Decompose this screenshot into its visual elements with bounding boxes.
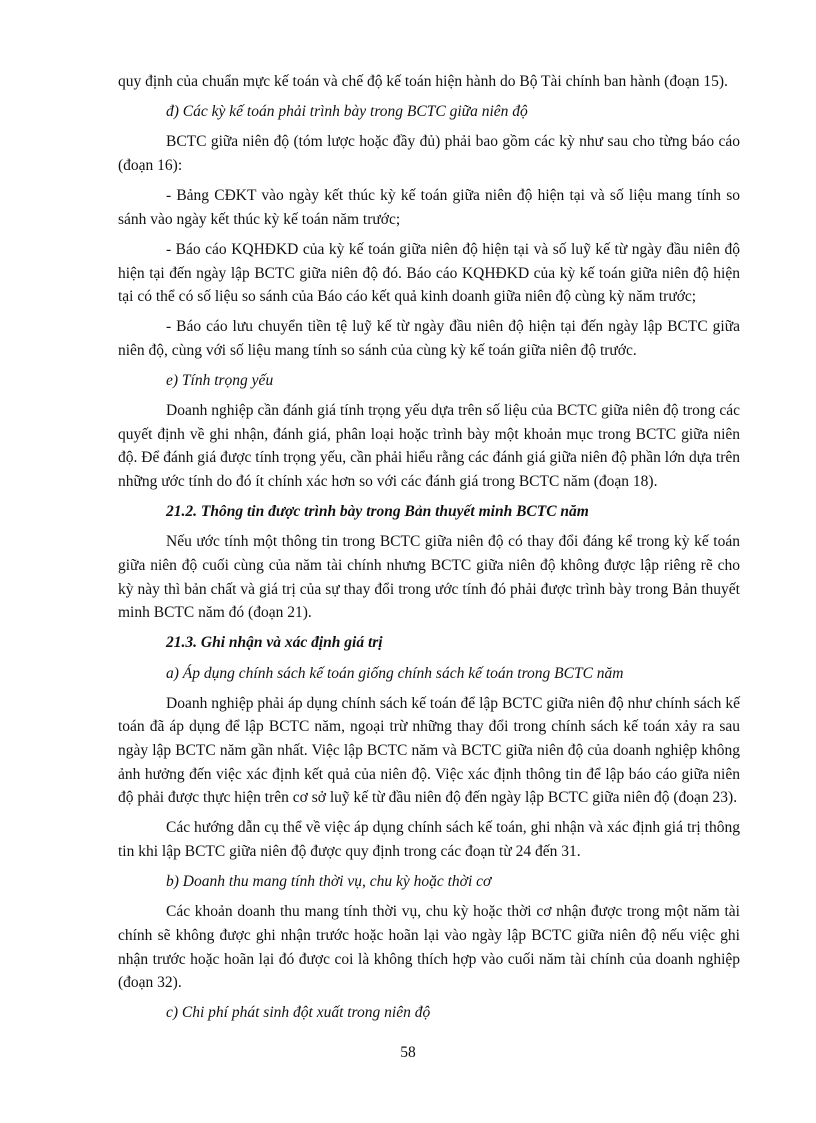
- section-heading-21-2: 21.2. Thông tin được trình bày trong Bản thuyết minh BCTC năm: [166, 503, 589, 521]
- list-item: - Bảng CĐKT vào ngày kết thúc kỳ kế toán giữa niên độ hiện tại và số liệu mang tính so sánh vào ngày kết thúc kỳ kế toán năm trước;: [118, 187, 740, 228]
- section-heading-e: e) Tính trọng yếu: [166, 372, 274, 390]
- paragraph: Doanh nghiệp phải áp dụng chính sách kế toán để lập BCTC giữa niên độ như chính sách kế toán đã áp dụng để lập BCTC năm, ngoại trừ những thay đổi trong chính sách kế toán xảy ra sau ngày lập BCTC năm gần nhất. Việc lập BCTC năm và BCTC giữa niên độ của doanh nghiệp không ảnh hưởng đến việc xác định kết quả của niên độ. Việc xác định thông tin để lập báo cáo giữa niên độ phải được thực hiện trên cơ sở luỹ kế từ đầu niên độ đến ngày lập BCTC giữa niên độ (đoạn 23).: [118, 694, 740, 807]
- paragraph: BCTC giữa niên độ (tóm lược hoặc đầy đủ) phải bao gồm các kỳ như sau cho từng báo cáo (đoạn 16):: [118, 133, 740, 174]
- section-heading-b: b) Doanh thu mang tính thời vụ, chu kỳ hoặc thời cơ: [166, 873, 492, 891]
- page-number: 58: [400, 1044, 416, 1061]
- paragraph: Các khoản doanh thu mang tính thời vụ, chu kỳ hoặc thời cơ nhận được trong một năm tài chính sẽ không được ghi nhận trước hoặc hoãn lại vào ngày lập BCTC giữa niên độ nếu việc ghi nhận trước hoặc hoãn lại đó được coi là không thích hợp vào cuối năm tài chính của doanh nghiệp (đoạn 32).: [118, 903, 740, 992]
- list-item: - Báo cáo lưu chuyển tiền tệ luỹ kế từ ngày đầu niên độ hiện tại đến ngày lập BCTC giữa niên độ, cùng với số liệu mang tính so sánh của cùng kỳ kế toán giữa niên độ trước.: [118, 318, 740, 359]
- section-heading-d: đ) Các kỳ kế toán phải trình bày trong BCTC giữa niên độ: [166, 103, 528, 121]
- section-heading-a: a) Áp dụng chính sách kế toán giống chính sách kế toán trong BCTC năm: [166, 664, 624, 682]
- paragraph-continuation: quy định của chuẩn mực kế toán và chế độ kế toán hiện hành do Bộ Tài chính ban hành (đoạn 15).: [118, 73, 728, 90]
- section-heading-21-3: 21.3. Ghi nhận và xác định giá trị: [166, 634, 383, 652]
- list-item: - Báo cáo KQHĐKD của kỳ kế toán giữa niên độ hiện tại và số luỹ kế từ ngày đầu niên độ hiện tại đến ngày lập BCTC giữa niên độ đó. Báo cáo KQHĐKD của kỳ kế toán giữa niên độ hiện tại có thể có số liệu so sánh của Báo cáo kết quả kinh doanh giữa niên độ cùng kỳ năm trước;: [118, 240, 740, 306]
- paragraph: Các hướng dẫn cụ thể về việc áp dụng chính sách kế toán, ghi nhận và xác định giá trị thông tin khi lập BCTC giữa niên độ được quy định trong các đoạn từ 24 đến 31.: [118, 819, 740, 860]
- section-heading-c: c) Chi phí phát sinh đột xuất trong niên độ: [166, 1004, 431, 1022]
- paragraph: Doanh nghiệp cần đánh giá tính trọng yếu dựa trên số liệu của BCTC giữa niên độ trong các quyết định về ghi nhận, đánh giá, phân loại hoặc trình bày một khoản mục trong BCTC giữa niên độ. Để đánh giá được tính trọng yếu, cần phải hiểu rằng các đánh giá giữa niên độ phần lớn dựa trên những ước tính do đó ít chính xác hơn so với các đánh giá trong BCTC năm (đoạn 18).: [118, 402, 740, 491]
- paragraph: Nếu ước tính một thông tin trong BCTC giữa niên độ có thay đổi đáng kể trong kỳ kế toán giữa niên độ cuối cùng của năm tài chính nhưng BCTC giữa niên độ không được lập riêng rẽ cho kỳ này thì bản chất và giá trị của sự thay đổi trong ước tính đó phải được trình bày trong Bản thuyết minh BCTC năm đó (đoạn 21).: [118, 533, 740, 622]
- document-body: [118, 70, 740, 1031]
